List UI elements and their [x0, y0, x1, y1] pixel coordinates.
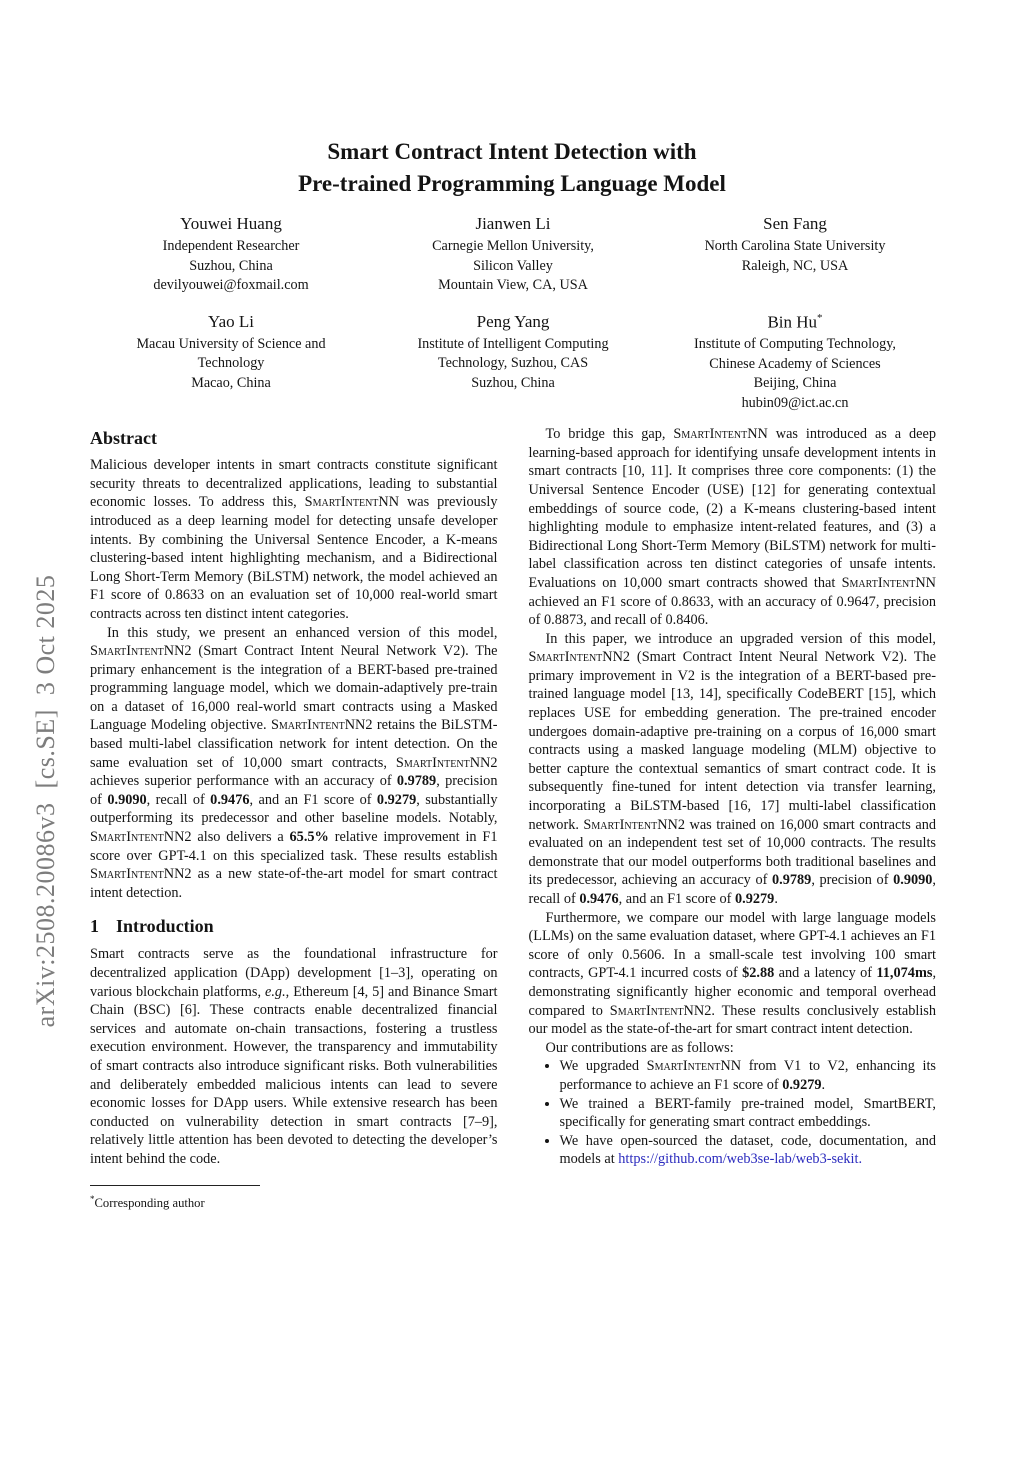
text-run: 0.9279: [782, 1076, 822, 1093]
text-run: as a new state-of-the-art model for smart contract intent detection.: [90, 866, 498, 901]
text-run: SmartIntentNN2: [90, 866, 192, 883]
affiliation-line: Mountain View, CA, USA: [438, 277, 588, 293]
contribution-item-3: [560, 1132, 937, 1169]
affiliation-line: Macao, China: [191, 374, 271, 391]
text-run: and a latency of: [774, 965, 877, 982]
text-run: SmartIntentNN: [673, 426, 768, 443]
section-number: 1: [90, 916, 99, 937]
author-corresponding-marker: *: [817, 311, 823, 324]
contributions-list: [529, 1057, 937, 1169]
text-run: achieves superior performance with an accuracy of: [90, 773, 397, 790]
text-run: SmartIntentNN2: [528, 649, 631, 666]
text-run: 65.5%: [289, 829, 329, 846]
abstract-paragraph-1: [90, 456, 498, 623]
text-run: , recall of: [528, 872, 936, 907]
author-affiliation: [90, 237, 372, 296]
abstract-paragraph-2: [90, 624, 498, 903]
text-run: , precision of: [90, 773, 498, 808]
author-block: [654, 312, 936, 414]
text-run: 0.9789: [772, 872, 812, 889]
text-run: SmartIntentNN2: [395, 754, 498, 771]
text-run: , and an F1 score of: [249, 791, 377, 808]
text-run: Malicious developer intents in smart contracts constitute significant security threats to decentralized applications, leading to substantial economic losses. To address this,: [90, 457, 498, 511]
author-name: [90, 214, 372, 234]
author-affiliation: [372, 237, 654, 296]
text-run: , precision of: [811, 872, 894, 889]
text-run: (Smart Contract Intent Neural Network V2). The primary enhancement is the integration of a BERT-based pre-trained programming language model, which we domain-adaptively pre-train on a dataset of 16,000 real-world smart contracts using a Masked Language Modeling objective.: [90, 643, 498, 734]
section-heading-introduction: [90, 915, 498, 937]
author-affiliation: [654, 335, 936, 413]
author-affiliation: [654, 237, 936, 276]
text-run: . These results conclusively establish our model as the state-of-the-art for smart contract intent detection.: [528, 1002, 936, 1038]
text-run: was introduced as a deep learning-based approach for identifying unsafe development intents in smart contracts [10, 11]. It comprises three core components: (1) the Universal Sentence Encoder (USE) [12] for generating contextual embeddings of source code, (2) a K-means clustering-based intent highlighting module to emphasize intent-related features, and (3) a Bidirectional Long Short-Term Memory (BiLSTM) network for multi-label classification across ten distinct categories of unsafe intents. Evaluations on 10,000 smart contracts showed that: [528, 426, 936, 591]
affiliation-line: Suzhou, China: [471, 374, 555, 391]
text-run: We upgraded: [559, 1058, 647, 1075]
text-run: SmartIntentNN2: [90, 643, 192, 660]
author-name: [90, 312, 372, 332]
text-run: SmartIntentNN2: [609, 1002, 712, 1019]
affiliation-line: Institute of Intelligent Computing: [417, 335, 609, 352]
text-run: 0.9279: [734, 891, 775, 907]
text-run: from V1 to V2, enhancing its performance to achieve an F1 score of: [559, 1058, 936, 1093]
text-run: In this paper, we introduce an upgraded version of this model,: [545, 630, 936, 647]
affiliation-line: Technology: [197, 355, 265, 371]
affiliation-line: devilyouwei@foxmail.com: [153, 277, 309, 293]
text-run: , Ethereum [4, 5] and Binance Smart Chain (BSC) [6]. These contracts enable decentralized financial services and automate on-chain transactions, fostering a trustless execution environment. However, the transparency and immutability of smart contracts also introduce significant risks. Both vulnerabilities and deliberately embedded malicious intents can lead to severe economic losses for DApp users. While extensive research has been conducted on vulnerability detection in smart contracts [7–9], relatively little attention has been devoted to detecting the developer’s intent behind the code.: [90, 983, 498, 1167]
text-run: .: [821, 1076, 826, 1093]
paper-title-line1: Smart Contract Intent Detection with: [327, 139, 697, 164]
text-run: 0.9090: [893, 872, 933, 889]
text-run: In this study, we present an enhanced version of this model,: [107, 624, 498, 641]
author-block-grid: [90, 214, 936, 413]
text-run: was previously introduced as a deep learning model for detecting unsafe developer intents. By combining the Universal Sentence Encoder, a K-means clustering-based intent highlighting mechanism, and a Bidirectional Long Short-Term Memory (BiLSTM) network, the model achieved an F1 score of 0.8633 on an evaluation set of 10,000 real-world smart contracts across ten distinct intent categories.: [90, 494, 498, 622]
text-run: Furthermore, we compare our model with large language models (LLMs) on the same evaluation dataset, where GPT-4.1 achieves an F1 score of only 0.5606. In a small-scale test involving 100 smart contracts, GPT-4.1 incurred costs of: [528, 909, 936, 982]
text-run: , demonstrating significantly higher economic and temporal overhead compared to: [528, 965, 937, 1019]
right-column: [529, 425, 937, 1169]
right-paragraph-3: [529, 909, 937, 1039]
text-run: SmartIntentNN: [304, 494, 400, 511]
contribution-item-2: [560, 1095, 937, 1132]
affiliation-line: Beijing, China: [753, 375, 837, 392]
affiliation-line: Technology, Suzhou, CAS: [437, 355, 589, 371]
affiliation-line: North Carolina State University: [704, 238, 886, 254]
text-run: We trained a BERT-family pre-trained model, SmartBERT, specifically for generating smart contract embeddings.: [559, 1095, 936, 1131]
footnote-label: Corresponding author: [94, 1195, 205, 1210]
author-block: [372, 214, 654, 296]
text-run: 0.9090: [107, 791, 147, 808]
footnote: [90, 1185, 498, 1213]
text-run: e.g.: [265, 983, 286, 1000]
text-run: SmartIntentNN: [646, 1058, 742, 1075]
right-paragraph-1: [529, 425, 937, 630]
text-run: 0.9789: [396, 773, 437, 790]
author-name-text: Sen Fang: [763, 214, 827, 233]
text-run: , substantially outperforming its predecessor and other baseline models. Notably,: [90, 791, 498, 827]
affiliation-line: Macau University of Science and: [136, 335, 326, 352]
right-paragraph-2: [529, 630, 937, 909]
author-name: [654, 312, 936, 333]
affiliation-line: Silicon Valley: [473, 257, 553, 274]
author-block: [372, 312, 654, 414]
author-affiliation: [90, 335, 372, 394]
text-run: .: [774, 891, 778, 907]
text-run: , and an F1 score of: [618, 891, 735, 907]
author-name-text: Yao Li: [208, 311, 254, 331]
author-name: [372, 312, 654, 332]
text-run: We have open-sourced the dataset, code, documentation, and models at: [559, 1132, 936, 1168]
author-name-text: Peng Yang: [476, 311, 550, 331]
arxiv-watermark: arXiv:2508.20086v3 [cs.SE] 3 Oct 2025: [31, 574, 60, 1028]
affiliation-line: Raleigh, NC, USA: [741, 257, 849, 274]
text-run: , recall of: [146, 791, 211, 808]
author-block: [90, 214, 372, 296]
author-block: [654, 214, 936, 296]
text-run: 0.9476: [210, 791, 250, 808]
author-name-text: Youwei Huang: [180, 214, 282, 233]
text-run: SmartIntentNN2: [90, 829, 192, 846]
paper-title: [0, 136, 1024, 200]
affiliation-line: Chinese Academy of Sciences: [709, 355, 881, 372]
text-run: $2.88: [742, 965, 775, 982]
footnote-marker: *: [90, 1193, 95, 1204]
introduction-paragraph-1: [90, 945, 498, 1168]
text-run: relative improvement in F1 score over GPT-4.1 on this specialized task. These results establish: [90, 829, 498, 864]
left-column: [90, 425, 498, 1212]
affiliation-line: hubin09@ict.ac.cn: [741, 394, 849, 411]
footnote-rule: [90, 1185, 260, 1186]
affiliation-line: Independent Researcher: [162, 238, 300, 254]
text-run: SmartIntentNN2: [270, 717, 373, 734]
affiliation-line: Institute of Computing Technology,: [694, 336, 896, 353]
footnote-text: [90, 1190, 498, 1213]
body-columns: [90, 425, 936, 1212]
text-run: SmartIntentNN2: [583, 816, 685, 833]
text-run: was trained on 16,000 smart contracts and evaluated on an independent test set of 10,000 contracts. The results demonstrate that our model outperforms both traditional baselines and its predecessor, achieving an accuracy of: [528, 816, 936, 889]
text-run: To bridge this gap,: [545, 426, 674, 443]
affiliation-line: Carnegie Mellon University,: [432, 238, 594, 254]
text-run: achieved an F1 score of 0.8633, with an accuracy of 0.9647, precision of 0.8873, and recall of 0.8406.: [528, 593, 936, 629]
github-repo-link[interactable]: https://github.com/web3se-lab/web3-sekit.: [618, 1151, 863, 1168]
affiliation-line: Suzhou, China: [189, 257, 273, 274]
contribution-item-1: [560, 1057, 937, 1094]
author-name: [654, 214, 936, 234]
text-run: Smart contracts serve as the foundational infrastructure for decentralized application (DApp) development [1–3], operating on various blockchain platforms,: [90, 946, 498, 1000]
author-name: [372, 214, 654, 234]
text-run: also delivers a: [191, 829, 290, 846]
author-name-text: Jianwen Li: [475, 214, 551, 233]
abstract-heading: Abstract: [90, 428, 157, 449]
paper-title-line2: Pre-trained Programming Language Model: [298, 171, 726, 196]
text-run: 0.9476: [579, 891, 619, 907]
text-run: (Smart Contract Intent Neural Network V2). The primary improvement in V2 is the integration of a BERT-based pre-trained language model [13, 14], specifically CodeBERT [15], which replaces USE for embedding generation. The pre-trained encoder undergoes domain-adaptive pre-training on a corpus of 16,000 smart contracts using a masked language modeling (MLM) objective to better capture the contextual semantics of smart contract code. It is subsequently fine-tuned for intent detection via transfer learning, incorporating a BiLSTM-based [16, 17] multi-label classification network.: [528, 649, 936, 833]
text-run: Our contributions are as follows:: [545, 1039, 734, 1056]
text-run: 0.9279: [376, 791, 417, 808]
author-name-text: Bin Hu: [767, 312, 818, 332]
text-run: 11,074ms: [876, 965, 933, 982]
author-affiliation: [372, 335, 654, 394]
section-title: Introduction: [116, 916, 214, 937]
text-run: retains the BiLSTM-based multi-label classification network for intent detection. On the same evaluation set of 10,000 smart contracts,: [90, 717, 498, 771]
contributions-intro: [529, 1039, 937, 1058]
author-block: [90, 312, 372, 414]
text-run: SmartIntentNN: [841, 574, 936, 591]
